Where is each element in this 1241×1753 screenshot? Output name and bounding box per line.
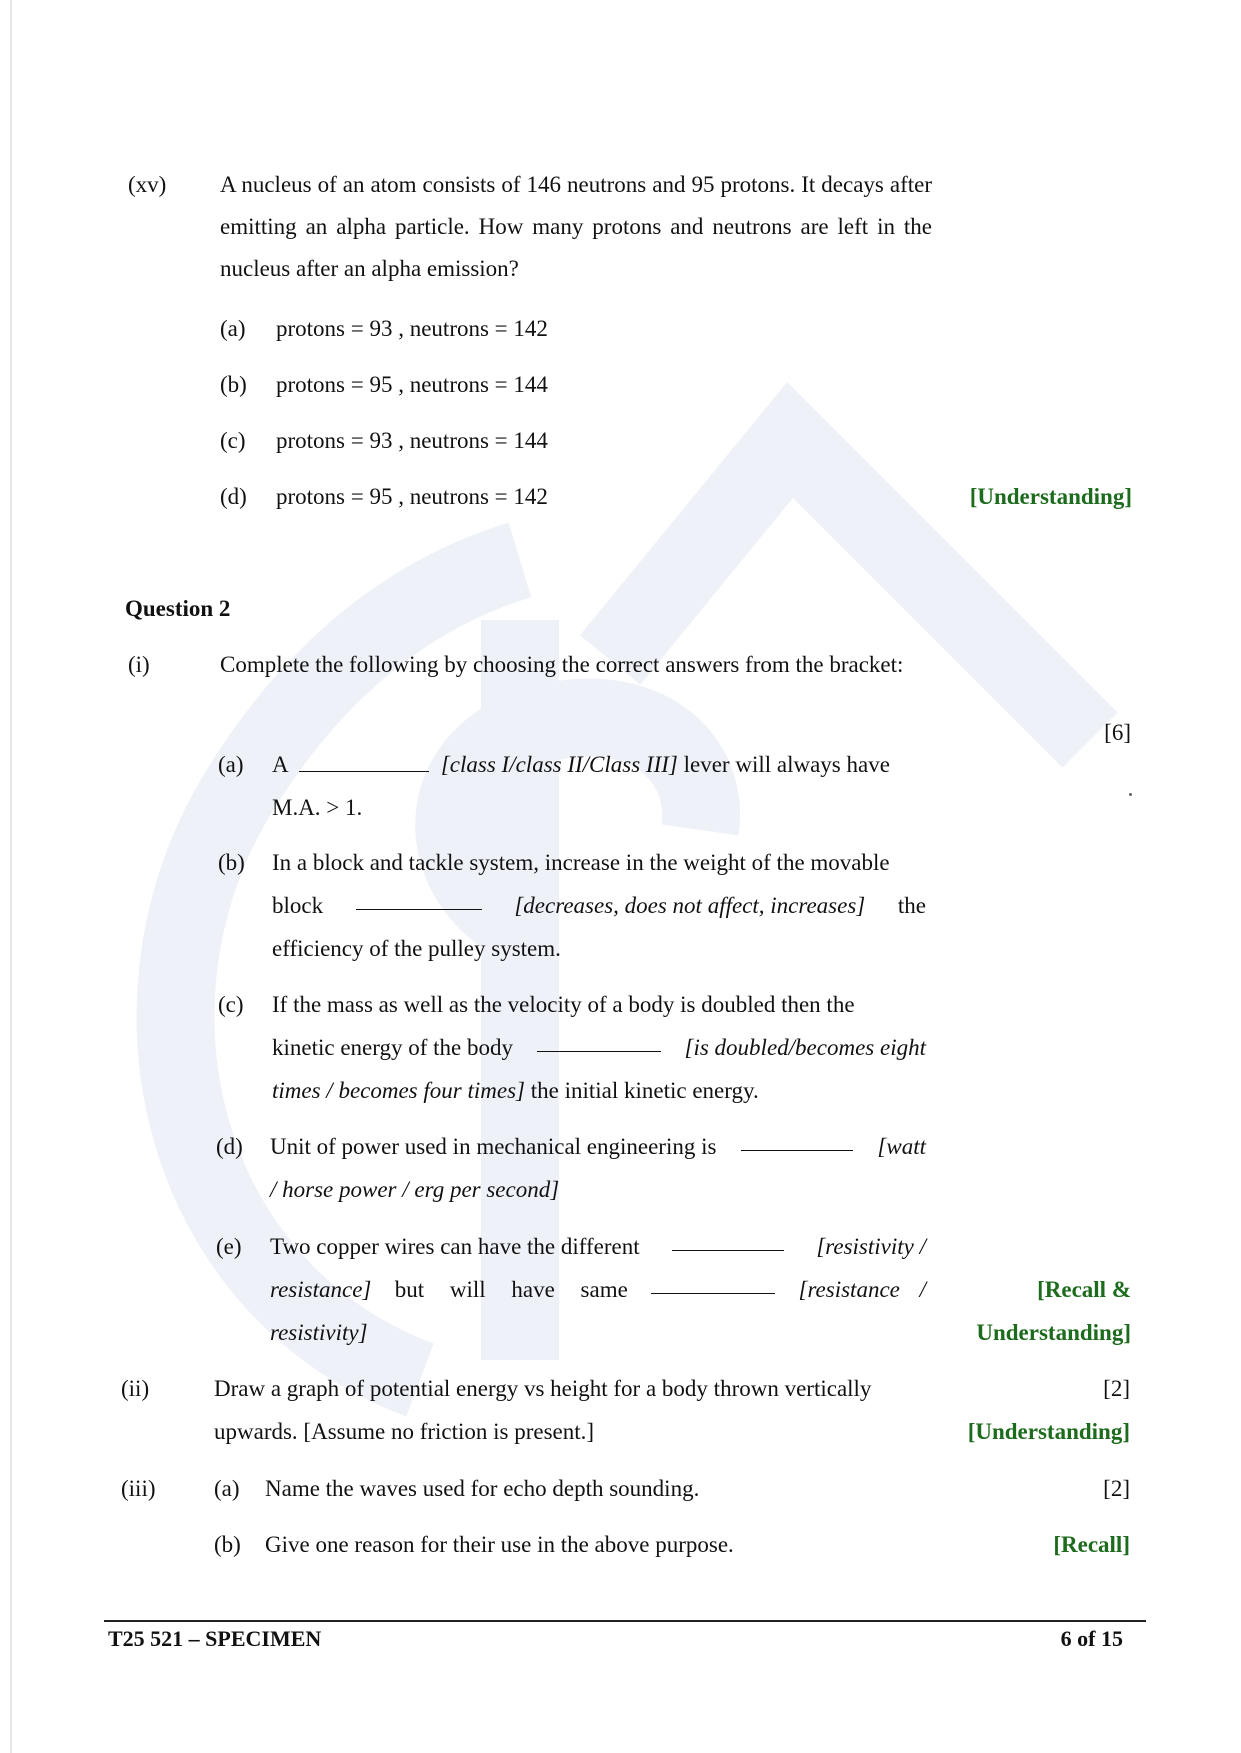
answer-blank-b[interactable] <box>356 885 482 910</box>
sub-b-post: the <box>897 893 926 918</box>
sub-label-iii-b: (b) <box>214 1532 241 1557</box>
sub-c-pre: kinetic energy of the body <box>272 1035 514 1060</box>
marks-ii: [2] <box>1103 1376 1130 1401</box>
sub-c-line2 <box>272 1027 926 1069</box>
sub-c-line1: If the mass as well as the velocity of a body is doubled then the <box>272 992 855 1017</box>
sub-label-a: (a) <box>218 752 244 777</box>
option-label-a: (a) <box>220 316 246 341</box>
sub-d-pre: Unit of power used in mechanical engineering is <box>270 1134 717 1159</box>
question-heading: Question 2 <box>125 596 231 621</box>
answer-blank-e2[interactable] <box>651 1269 775 1294</box>
sub-e-pre: Two copper wires can have the different <box>270 1234 640 1259</box>
sub-e-bracket3: [resistance / <box>798 1277 926 1302</box>
sub-label-c: (c) <box>218 992 244 1017</box>
question-number-ii: (ii) <box>121 1376 150 1401</box>
sub-e-mid: but will have same <box>394 1277 628 1302</box>
footer-page-number: 6 of 15 <box>1060 1626 1123 1651</box>
marks-iii: [2] <box>1103 1476 1130 1501</box>
sub-b-line2 <box>272 885 926 927</box>
sub-a-line2: M.A. > 1. <box>272 795 363 820</box>
sub-label-e: (e) <box>216 1234 242 1259</box>
option-text-a: protons = 93 , neutrons = 142 <box>276 316 548 341</box>
sub-b-line3: efficiency of the pulley system. <box>272 936 561 961</box>
sub-label-b: (b) <box>218 850 245 875</box>
sub-d-bracket1: [watt <box>877 1134 926 1159</box>
skill-tag-i-line1: [Recall & <box>1037 1277 1131 1302</box>
sub-c-bracket2: times / becomes four times] <box>272 1078 525 1103</box>
sub-c-line3 <box>272 1070 759 1112</box>
question-ii-line1: Draw a graph of potential energy vs height for a body thrown vertically <box>214 1376 872 1401</box>
question-iii-b: Give one reason for their use in the above purpose. <box>265 1532 734 1557</box>
answer-blank-d[interactable] <box>741 1126 853 1151</box>
sub-label-iii-a: (a) <box>214 1476 240 1501</box>
answer-blank-e1[interactable] <box>672 1226 784 1251</box>
sub-e-line2 <box>270 1269 926 1311</box>
sub-item-a <box>272 744 932 786</box>
question-number-i: (i) <box>128 652 150 677</box>
sub-b-bracket: [decreases, does not affect, increases] <box>514 893 866 918</box>
option-text-d: protons = 95 , neutrons = 142 <box>276 484 548 509</box>
question-stem-xv: A nucleus of an atom consists of 146 neutrons and 95 protons. It decays after emitting an alpha particle. How many protons and neutrons are left in the nucleus after an alpha emission? <box>220 172 932 281</box>
sub-c-bracket1: [is doubled/becomes eight <box>684 1035 926 1060</box>
option-label-d: (d) <box>220 484 247 509</box>
sub-d-line1 <box>270 1126 926 1168</box>
sub-d-bracket2: / horse power / erg per second] <box>270 1177 560 1202</box>
sub-e-line3 <box>270 1312 368 1354</box>
skill-tag-xv: [Understanding] <box>969 484 1132 509</box>
option-label-c: (c) <box>220 428 246 453</box>
footer-paper-code: T25 521 – SPECIMEN <box>108 1626 322 1651</box>
answer-blank-c[interactable] <box>537 1027 661 1052</box>
sub-b-line1: In a block and tackle system, increase in the weight of the movable <box>272 850 890 875</box>
sub-c-post: the initial kinetic energy. <box>530 1078 759 1103</box>
sub-label-d: (d) <box>216 1134 243 1159</box>
sub-a-pre: A <box>272 752 288 777</box>
question-stem-i: Complete the following by choosing the correct answers from the bracket: <box>220 652 904 677</box>
skill-tag-iii: [Recall] <box>1053 1532 1130 1557</box>
question-number-iii: (iii) <box>121 1476 156 1501</box>
sub-e-bracket1: [resistivity / <box>816 1234 926 1259</box>
sub-a-bracket: [class I/class II/Class III] <box>440 752 678 777</box>
question-number-xv: (xv) <box>128 172 167 197</box>
sub-e-bracket4: resistivity] <box>270 1320 368 1345</box>
sub-e-bracket2: resistance] <box>270 1277 372 1302</box>
option-text-b: protons = 95 , neutrons = 144 <box>276 372 548 397</box>
skill-tag-ii: [Understanding] <box>967 1419 1130 1444</box>
sub-d-line2 <box>270 1169 559 1211</box>
question-ii-line2: upwards. [Assume no friction is present.] <box>214 1419 595 1444</box>
stray-dot <box>1129 793 1132 796</box>
skill-tag-i-line2: Understanding] <box>976 1320 1131 1345</box>
sub-b-pre: block <box>272 893 324 918</box>
sub-a-post: lever will always have <box>683 752 890 777</box>
sub-e-line1 <box>270 1226 926 1268</box>
question-iii-a: Name the waves used for echo depth sounding. <box>265 1476 700 1501</box>
option-text-c: protons = 93 , neutrons = 144 <box>276 428 548 453</box>
answer-blank-a[interactable] <box>299 747 429 772</box>
marks-i: [6] <box>1104 720 1131 745</box>
option-label-b: (b) <box>220 372 247 397</box>
